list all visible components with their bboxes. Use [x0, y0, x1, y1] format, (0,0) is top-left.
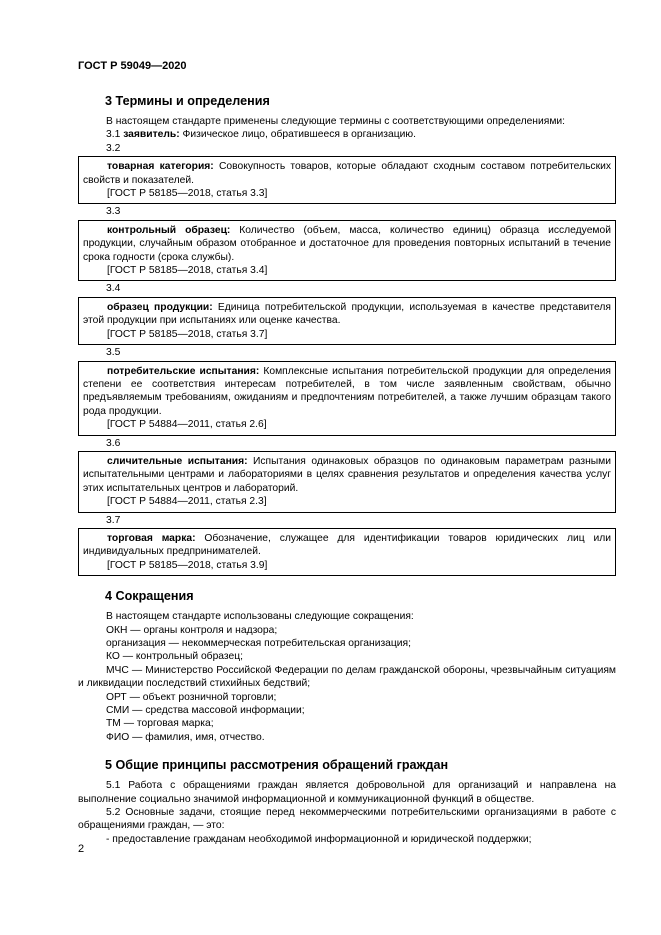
section-3-intro: В настоящем стандарте применены следующие термины с соответствующими определениями:	[106, 116, 566, 127]
term-number: 3.3	[106, 206, 121, 218]
term-box	[78, 528, 616, 576]
abbreviation-item: МЧС — Министерство Российской Федерации по делам гражданской обороны, чрезвычайным ситуациям и ликвидации последствий стихийных бедствий;	[78, 664, 616, 690]
term-reference: [ГОСТ Р 58185—2018, статья 3.7]	[107, 328, 268, 340]
task-list	[78, 833, 616, 846]
term-name: контрольный образец:	[107, 224, 231, 236]
term-name: торговая марка:	[107, 532, 196, 544]
term-reference: [ГОСТ Р 58185—2018, статья 3.3]	[107, 188, 268, 200]
paragraph-5-2: 5.2 Основные задачи, стоящие перед некоммерческими потребительскими организациями в работе с обращениями граждан, — это:	[78, 807, 616, 832]
term-definition: образец продукции: Единица потребительской продукции, используемая в качестве представителя этой продукции при испытаниях или оценке качества.	[83, 301, 611, 327]
term-definition: Физическое лицо, обратившееся в организацию.	[179, 129, 416, 141]
term-name: образец продукции:	[107, 301, 213, 313]
abbreviation-item: ФИО — фамилия, имя, отчество.	[106, 731, 265, 743]
term-box	[78, 451, 616, 513]
section-4-intro: В настоящем стандарте использованы следующие сокращения:	[106, 611, 414, 623]
term-definition: контрольный образец: Количество (объем, масса, количество единиц) образца исследуемой продукции, случайным образом отобранное и достаточное для проведения повторных испытаний в течение срока годности (срока службы).	[83, 224, 611, 263]
abbreviation-item: СМИ — средства массовой информации;	[106, 705, 305, 717]
term-number: 3.4	[106, 283, 121, 295]
section-3-title: 3 Термины и определения	[105, 94, 270, 108]
abbreviation-item: ТМ — торговая марка;	[106, 718, 214, 730]
list-item: - предоставление гражданам необходимой информационной и юридической поддержки;	[106, 833, 532, 845]
term-box	[78, 156, 616, 204]
term-definition: сличительные испытания: Испытания одинаковых образцов по одинаковым параметрам разными испытательными центрами и лабораториями в целях сравнения результатов и определения качества услуг этих испытательных центров и лабораторий.	[83, 455, 611, 494]
term-number: 3.1	[106, 129, 121, 141]
term-definition: потребительские испытания: Комплексные испытания потребительской продукции для определения степени ее соответствия интересам потребителей, в том числе заявленным свойствам, обычно предъявляемым требованиям, ожиданиям и предпочтениям потребителей, а также лучшим образцам такого рода продукции.	[83, 365, 611, 417]
paragraph-5-1: 5.1 Работа с обращениями граждан является добровольной для организаций и направлена на выполнение социально значимой информационной и коммуникационной функций в обществе.	[78, 780, 616, 805]
abbreviation-item: ОРТ — объект розничной торговли;	[106, 691, 277, 703]
term-box	[78, 297, 616, 345]
term-name: заявитель:	[123, 129, 180, 141]
abbreviation-item: организация — некоммерческая потребительская организация;	[106, 638, 411, 649]
term-number: 3.7	[106, 514, 121, 526]
term-3-1	[78, 128, 616, 141]
document-header: ГОСТ Р 59049—2020	[78, 60, 187, 72]
term-definition: торговая марка: Обозначение, служащее для идентификации товаров юридических лиц или индивидуальных предпринимателей.	[83, 532, 611, 558]
abbreviation-item: КО — контрольный образец;	[106, 651, 244, 663]
abbreviation-item: ОКН — органы контроля и надзора;	[106, 624, 278, 636]
page-number: 2	[78, 843, 85, 855]
section-4-title: 4 Сокращения	[105, 589, 194, 604]
term-name: товарная категория:	[107, 161, 214, 173]
term-box	[78, 361, 616, 436]
term-name: сличительные испытания:	[107, 455, 248, 467]
term-reference: [ГОСТ Р 54884—2011, статья 2.6]	[107, 419, 267, 431]
term-number: 3.2	[106, 142, 121, 154]
term-box	[78, 220, 616, 282]
term-number: 3.6	[106, 437, 121, 449]
term-reference: [ГОСТ Р 58185—2018, статья 3.4]	[107, 265, 268, 277]
section-5-title: 5 Общие принципы рассмотрения обращений граждан	[105, 758, 449, 773]
term-name: потребительские испытания:	[107, 365, 260, 377]
term-reference: [ГОСТ Р 58185—2018, статья 3.9]	[107, 559, 268, 571]
term-reference: [ГОСТ Р 54884—2011, статья 2.3]	[107, 496, 267, 508]
page-content	[78, 93, 616, 846]
term-definition: товарная категория: Совокупность товаров, которые обладают сходным составом потребительских свойств и показателей.	[83, 161, 611, 186]
term-number: 3.5	[106, 347, 121, 359]
